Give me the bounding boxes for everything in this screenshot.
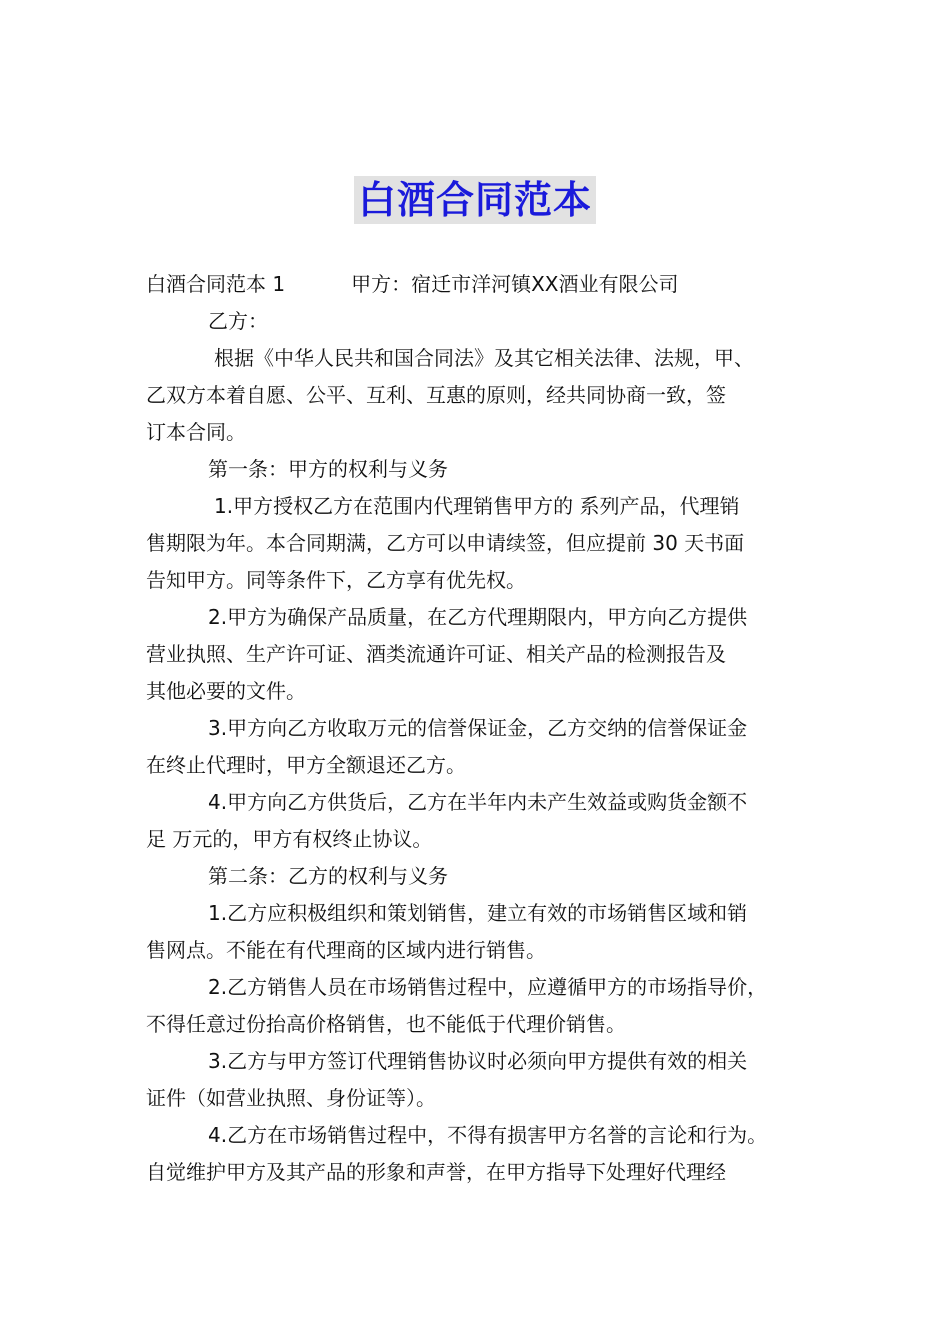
paragraph-line: 售期限为年。本合同期满，乙方可以申请续签，但应提前 30 天书面 bbox=[146, 531, 745, 555]
paragraph-line: 自觉维护甲方及其产品的形象和声誉，在甲方指导下处理好代理经 bbox=[146, 1160, 726, 1184]
paragraph-line: 2.甲方为确保产品质量，在乙方代理期限内，甲方向乙方提供 bbox=[208, 605, 748, 629]
section-heading: 第二条：乙方的权利与义务 bbox=[208, 864, 448, 888]
paragraph-line: 在终止代理时，甲方全额退还乙方。 bbox=[146, 753, 466, 777]
paragraph-line: 3.甲方向乙方收取万元的信誉保证金，乙方交纳的信誉保证金 bbox=[208, 716, 748, 740]
paragraph-line: 乙双方本着自愿、公平、互利、互惠的原则，经共同协商一致，签 bbox=[146, 383, 726, 407]
paragraph-line: 4.乙方在市场销售过程中，不得有损害甲方名誉的言论和行为。 bbox=[208, 1123, 768, 1147]
title-container bbox=[0, 176, 950, 224]
paragraph-line: 1.乙方应积极组织和策划销售，建立有效的市场销售区域和销 bbox=[208, 901, 748, 925]
sample-label: 白酒合同范本 1 bbox=[146, 272, 286, 296]
heading-line bbox=[146, 266, 818, 303]
paragraph-line: 足 万元的，甲方有权终止协议。 bbox=[146, 827, 433, 851]
paragraph-line: 2.乙方销售人员在市场销售过程中，应遵循甲方的市场指导价， bbox=[208, 975, 768, 999]
paragraph-line: 其他必要的文件。 bbox=[146, 679, 306, 703]
paragraph-line: 售网点。不能在有代理商的区域内进行销售。 bbox=[146, 938, 546, 962]
party-a: 甲方：宿迁市洋河镇XX酒业有限公司 bbox=[351, 272, 679, 296]
paragraph-line: 营业执照、生产许可证、酒类流通许可证、相关产品的检测报告及 bbox=[146, 642, 726, 666]
paragraph-line: 不得任意过份抬高价格销售，也不能低于代理价销售。 bbox=[146, 1012, 626, 1036]
document-title: 白酒合同范本 bbox=[354, 176, 596, 224]
paragraph-line: 4.甲方向乙方供货后，乙方在半年内未产生效益或购货金额不 bbox=[208, 790, 748, 814]
party-b: 乙方： bbox=[208, 309, 268, 333]
paragraph-line: 证件（如营业执照、身份证等）。 bbox=[146, 1086, 436, 1110]
section-heading: 第一条：甲方的权利与义务 bbox=[208, 457, 448, 481]
paragraph-line: 订本合同。 bbox=[146, 420, 246, 444]
paragraph-line: 1.甲方授权乙方在范围内代理销售甲方的 系列产品，代理销 bbox=[214, 494, 740, 518]
paragraph-line: 根据《中华人民共和国合同法》及其它相关法律、法规，甲、 bbox=[214, 346, 754, 370]
paragraph-line: 3.乙方与甲方签订代理销售协议时必须向甲方提供有效的相关 bbox=[208, 1049, 748, 1073]
paragraph-line: 告知甲方。同等条件下，乙方享有优先权。 bbox=[146, 568, 526, 592]
document-body bbox=[146, 266, 818, 1191]
